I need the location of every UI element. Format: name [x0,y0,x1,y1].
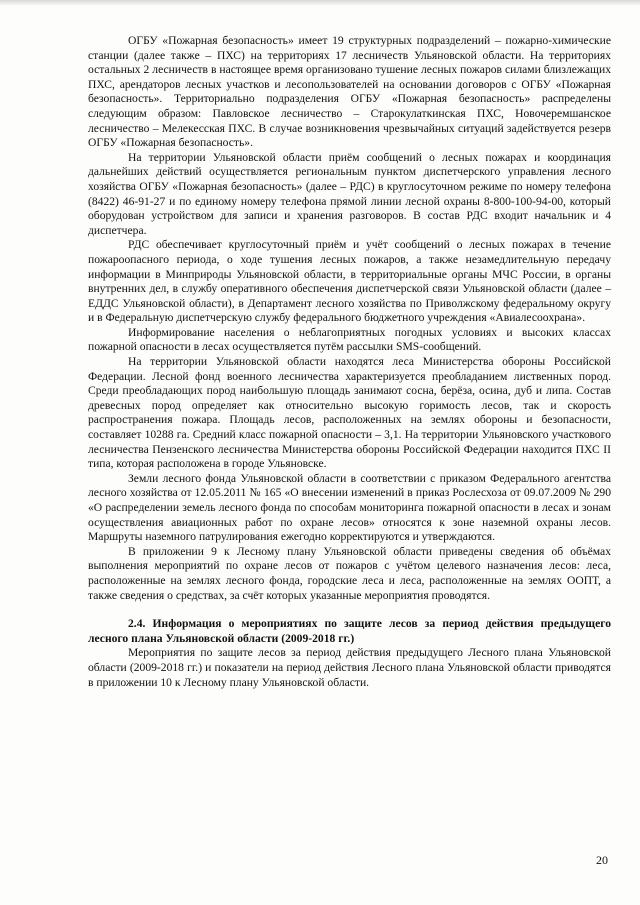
paragraph-7: В приложении 9 к Лесному плану Ульяновской области приведены сведения об объёмах выполнения мероприятий по охране лесов от пожаров с учётом целевого назначения лесов: леса, расположенные на землях лесного фонда, городские леса и леса, расположенные на землях ООПТ, а также сведения о средствах, за счёт которых указанные мероприятия проводятся. [88,544,611,602]
paragraph-6: Земли лесного фонда Ульяновской области в соответствии с приказом Федерального агентства лесного хозяйства от 12.05.2011 № 165 «О внесении изменений в приказ Рослесхоза от 09.07.2009 № 290 «О распределении земель лесного фонда по способам мониторинга пожарной опасности в лесах и зонам осуществления авиационных работ по охране лесов» относятся к зоне наземной охраны лесов. Маршруты наземного патрулирования ежегодно корректируются и утверждаются. [88,471,611,544]
paragraph-3: РДС обеспечивает круглосуточный приём и учёт сообщений о лесных пожарах в течение пожароопасного периода, о ходе тушения лесных пожаров, а также незамедлительную передачу информации в Минприроды Ульяновской области, в территориальные органы МЧС России, в органы внутренних дел, в службу оперативного обеспечения диспетчерской связи Ульяновской области (далее – ЕДДС Ульяновской области), в Департамент лесного хозяйства по Приволжскому федеральному округу и в Федеральную диспетчерскую службу федерального бюджетного учреждения «Авиалесоохрана». [88,238,611,325]
page-number: 20 [596,853,608,867]
paragraph-2: На территории Ульяновской области приём сообщений о лесных пожарах и координация дальнейших действий осуществляется региональным пунктом диспетчерского управления лесного хозяйства ОГБУ «Пожарная безопасность» (далее – РДС) в круглосуточном режиме по номеру телефона (8422) 46-91-27 и по единому номеру телефона прямой линии лесной охраны 8-800-100-94-00, который оборудован устройством для записи и хранения разговоров. В состав РДС входит начальник и 4 диспетчера. [88,150,611,237]
document-body [88,34,611,690]
paragraph-1: ОГБУ «Пожарная безопасность» имеет 19 структурных подразделений – пожарно-химические станции (далее также – ПХС) на территориях 17 лесничеств Ульяновской области. На территориях остальных 2 лесничеств в настоящее время организовано тушение лесных пожаров силами близлежащих ПХС, арендаторов лесных участков и лесопользователей на основании договоров с ОГБУ «Пожарная безопасность». Территориально подразделения ОГБУ «Пожарная безопасность» распределены следующим образом: Павловское лесничество – Старокулаткинская ПХС, Новочеремшанское лесничество – Мелекесская ПХС. В случае возникновения чрезвычайных ситуаций задействуется резерв ОГБУ «Пожарная безопасность». [88,34,611,150]
section-heading: 2.4. Информация о мероприятиях по защите лесов за период действия предыдущего лесного плана Ульяновской области (2009-2018 гг.) [88,617,611,645]
paragraph-4: Информирование населения о неблагоприятных погодных условиях и высоких классах пожарной опасности в лесах осуществляется путём рассылки SMS-сообщений. [88,325,611,354]
section-paragraph: Мероприятия по защите лесов за период действия предыдущего Лесного плана Ульяновской области (2009-2018 гг.) и показатели на период действия Лесного плана Ульяновской области приводятся в приложении 10 к Лесному плану Ульяновской области. [88,646,611,689]
paragraph-5: На территории Ульяновской области находятся леса Министерства обороны Российской Федерации. Лесной фонд военного лесничества характеризуется преобладанием лиственных пород. Среди преобладающих пород наибольшую площадь занимают сосна, берёза, осина, дуб и липа. Состав древесных пород определяет как относительно высокую горимость лесов, так и скорость распространения пожара. Площадь лесов, расположенных на землях обороны и безопасности, составляет 10288 га. Средний класс пожарной опасности – 3,1. На территории Ульяновского участкового лесничества Пензенского лесничества Министерства обороны Российской Федерации находится ПХС II типа, которая расположена в городе Ульяновске. [88,355,611,471]
scan-edge [0,0,640,6]
